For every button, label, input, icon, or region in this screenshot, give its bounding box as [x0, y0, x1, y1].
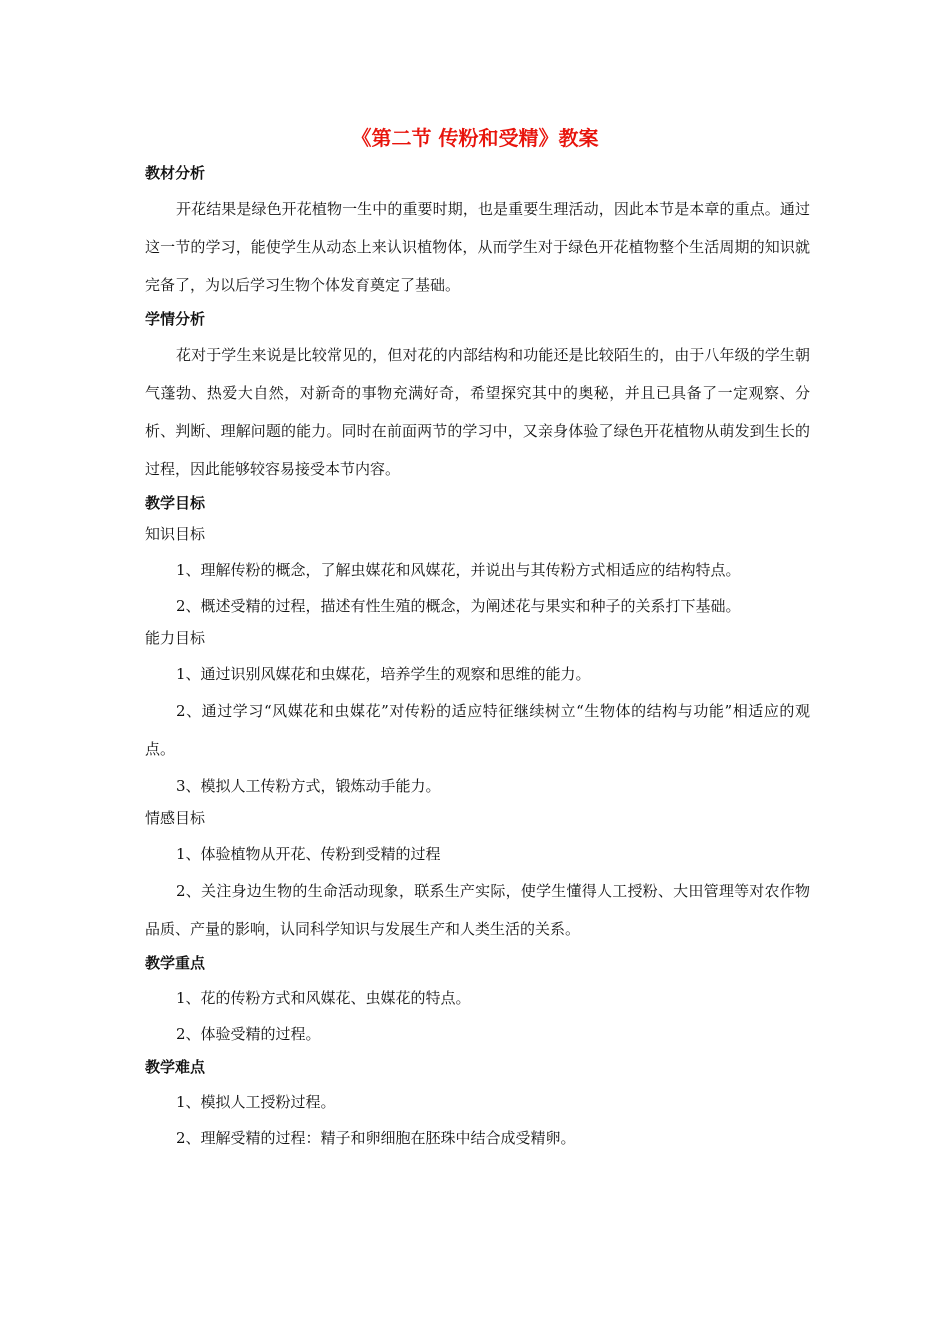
subheading-ability: 能力目标 — [145, 629, 206, 647]
heading-materials: 教材分析 — [145, 164, 206, 182]
knowledge-item-2: 2、概述受精的过程，描述有性生殖的概念，为阐述花与果实和种子的关系打下基础。 — [176, 597, 741, 615]
document-title: 《第二节 传粉和受精》教案 — [351, 126, 599, 150]
knowledge-item-1: 1、理解传粉的概念，了解虫媒花和风媒花，并说出与其传粉方式相适应的结构特点。 — [176, 561, 741, 579]
paragraph-materials: 开花结果是绿色开花植物一生中的重要时期，也是重要生理活动，因此本节是本章的重点。通过这一节的学习，能使学生从动态上来认识植物体，从而学生对于绿色开花植物整个生活周期的知识就完备了，为以后学习生物个体发育奠定了基础。 — [145, 200, 810, 294]
ability-item-1: 1、通过识别风媒花和虫媒花，培养学生的观察和思维的能力。 — [176, 665, 591, 683]
emotion-item-1: 1、体验植物从开花、传粉到受精的过程 — [176, 845, 441, 863]
paragraph-students: 花对于学生来说是比较常见的，但对花的内部结构和功能还是比较陌生的，由于八年级的学生朝气蓬勃、热爱大自然，对新奇的事物充满好奇，希望探究其中的奥秘，并且已具备了一定观察、分析、判断、理解问题的能力。同时在前面两节的学习中，又亲身体验了绿色开花植物从萌发到生长的过程，因此能够较容易接受本节内容。 — [145, 346, 810, 478]
subheading-knowledge: 知识目标 — [145, 525, 206, 543]
keypoint-item-2: 2、体验受精的过程。 — [176, 1025, 321, 1043]
heading-students: 学情分析 — [145, 310, 206, 328]
subheading-emotion: 情感目标 — [145, 809, 206, 827]
heading-difficulties: 教学难点 — [145, 1058, 206, 1076]
heading-goals: 教学目标 — [145, 494, 206, 512]
ability-item-3: 3、模拟人工传粉方式，锻炼动手能力。 — [176, 777, 441, 795]
difficulty-item-1: 1、模拟人工授粉过程。 — [176, 1093, 336, 1111]
keypoint-item-1: 1、花的传粉方式和风媒花、虫媒花的特点。 — [176, 989, 471, 1007]
heading-keypoints: 教学重点 — [145, 954, 206, 972]
ability-item-2: 2、通过学习“风媒花和虫媒花”对传粉的适应特征继续树立“生物体的结构与功能”相适应的观点。 — [145, 702, 810, 758]
difficulty-item-2: 2、理解受精的过程：精子和卵细胞在胚珠中结合成受精卵。 — [176, 1129, 576, 1147]
emotion-item-2: 2、关注身边生物的生命活动现象，联系生产实际，使学生懂得人工授粉、大田管理等对农作物品质、产量的影响，认同科学知识与发展生产和人类生活的关系。 — [145, 882, 810, 938]
document-body — [145, 158, 810, 1156]
